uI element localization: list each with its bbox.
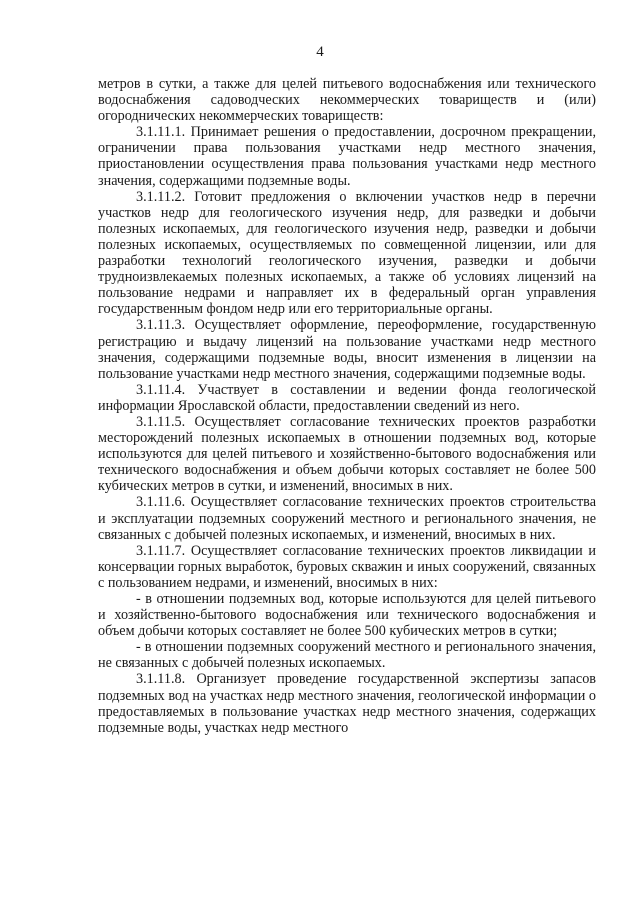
paragraph-continuation: метров в сутки, а также для целей питьевого водоснабжения или технического водоснабжения садоводческих некоммерческих товариществ и (или) огороднических некоммерческих товариществ: (98, 76, 596, 125)
page-number: 4 (316, 44, 324, 60)
list-item-underground-structures: - в отношении подземных сооружений местного и регионального значения, не связанных с добычей полезных ископаемых. (98, 639, 596, 672)
paragraph-3-1-11-3: 3.1.11.3. Осуществляет оформление, переоформление, государственную регистрацию и выдачу лицензий на пользование участками недр местного значения, содержащими подземные воды, вносит изменения в лицензии на пользование участками недр местного значения, содержащими подземные воды. (98, 317, 596, 382)
paragraph-3-1-11-4: 3.1.11.4. Участвует в составлении и ведении фонда геологической информации Ярославской области, предоставлении сведений из него. (98, 381, 596, 414)
paragraph-3-1-11-7: 3.1.11.7. Осуществляет согласование технических проектов ликвидации и консервации горных выработок, буровых скважин и иных сооружений, связанных с пользованием недрами, и изменений, вносимых в них: (98, 542, 596, 591)
list-item-underground-water: - в отношении подземных вод, которые используются для целей питьевого и хозяйственно-бытового водоснабжения или технического водоснабжения и объем добычи которых составляет не более 500 кубических метров в сутки; (98, 591, 596, 640)
paragraph-3-1-11-6: 3.1.11.6. Осуществляет согласование технических проектов строительства и эксплуатации подземных сооружений местного и регионального значения, не связанных с добычей полезных ископаемых, и изменений, вносимых в них. (98, 494, 596, 543)
document-body (98, 76, 596, 736)
paragraph-3-1-11-8: 3.1.11.8. Организует проведение государственной экспертизы запасов подземных вод на участках недр местного значения, геологической информации о предоставляемых в пользование участках недр местного значения, содержащих подземные воды, участках недр местного (98, 671, 596, 736)
paragraph-3-1-11-1: 3.1.11.1. Принимает решения о предоставлении, досрочном прекращении, ограничении права пользования участками недр местного значения, приостановлении осуществления права пользования участками недр местного значения, содержащими подземные воды. (98, 124, 596, 189)
paragraph-3-1-11-2: 3.1.11.2. Готовит предложения о включении участков недр в перечни участков недр для геологического изучения недр, для разведки и добычи полезных ископаемых, для геологического изучения недр, разведки и добычи полезных ископаемых, осуществляемых по совмещенной лицензии, или для разработки технологий геологического изучения, разведки и добычи трудноизвлекаемых полезных ископаемых, а также об условиях лицензий на пользование недрами и направляет их в федеральный орган управления государственным фондом недр или его территориальные органы. (98, 188, 596, 318)
paragraph-3-1-11-5: 3.1.11.5. Осуществляет согласование технических проектов разработки месторождений полезных ископаемых в отношении подземных вод, которые используются для целей питьевого и хозяйственно-бытового водоснабжения или технического водоснабжения и объем добычи которых составляет не более 500 кубических метров в сутки, и изменений, вносимых в них. (98, 413, 596, 495)
